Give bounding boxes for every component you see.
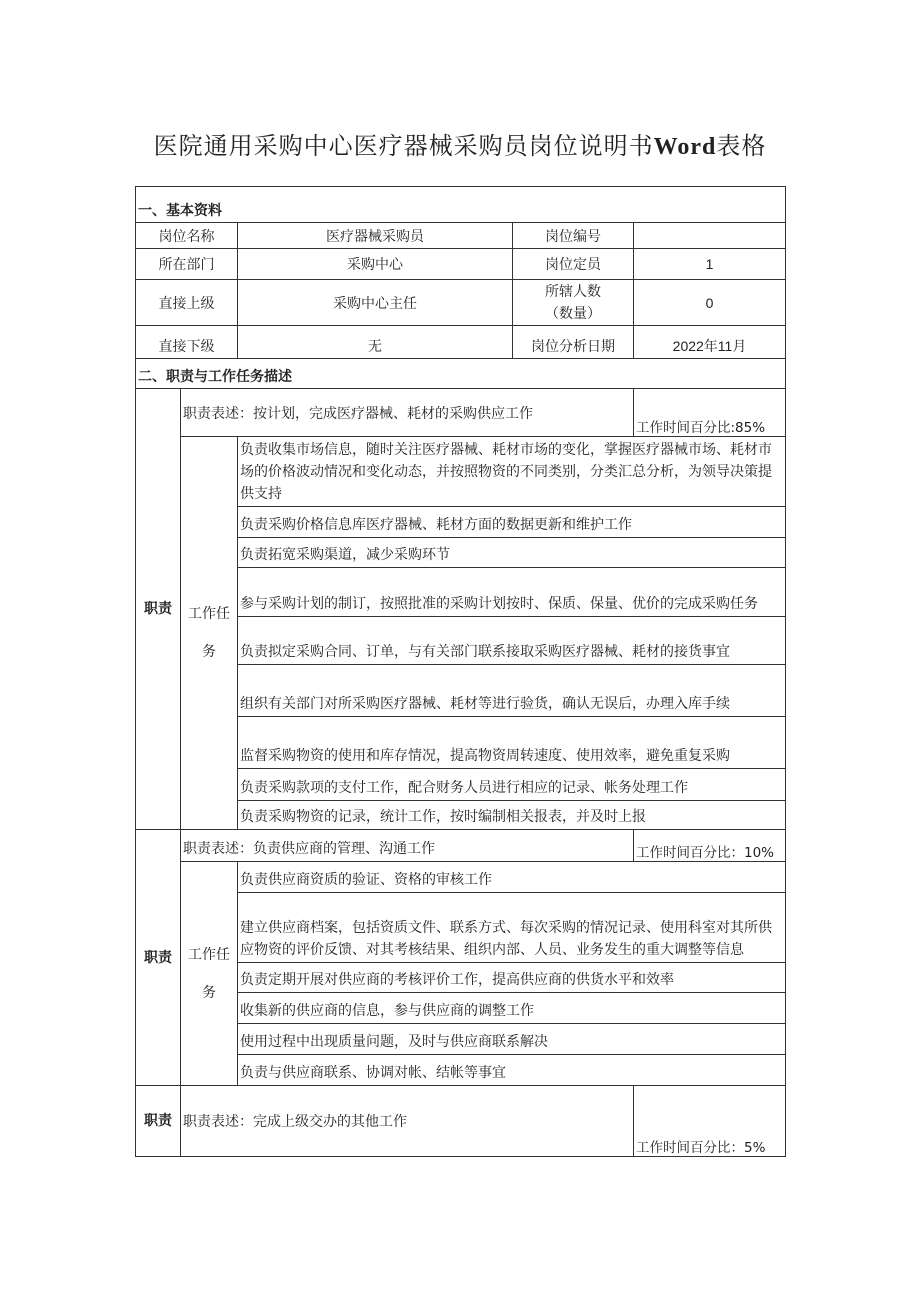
document-title: [0, 126, 920, 161]
task-row: [136, 437, 786, 507]
duty-1-task: 负责采购物资的记录，统计工作，按时编制相关报表，并及时上报: [238, 801, 786, 830]
duty-1-task: 组织有关部门对所采购医疗器械、耗材等进行验货，确认无误后，办理入库手续: [238, 665, 786, 717]
dept-label: 所在部门: [136, 249, 238, 280]
table-row: [136, 326, 786, 359]
duty-2-desc-row: [136, 830, 786, 862]
duty-3-label: 职责: [136, 1086, 181, 1157]
duty-2-percent: 工作时间百分比：10%: [634, 830, 786, 862]
duty-1-task: 负责收集市场信息，随时关注医疗器械、耗材市场的变化，掌握医疗器械市场、耗材市场的价格波动情况和变化动态，并按照物资的不同类别，分类汇总分析，为领导决策提供支持: [238, 437, 786, 507]
title-suffix: 表格: [716, 132, 767, 160]
duty-2-task: 使用过程中出现质量问题，及时与供应商联系解决: [238, 1024, 786, 1055]
duty-1-task: 参与采购计划的制订，按照批准的采购计划按时、保质、保量、优价的完成采购任务: [238, 568, 786, 617]
title-word: Word: [653, 134, 717, 160]
duty-1-task-label: 工作任务: [181, 437, 238, 830]
duty-1-percent: 工作时间百分比:85%: [634, 389, 786, 437]
subordinates-count-value: 0: [634, 280, 786, 326]
section-duties-heading: 二、职责与工作任务描述: [136, 359, 786, 389]
duty-3-percent: 工作时间百分比：5%: [634, 1086, 786, 1157]
quota-value: 1: [634, 249, 786, 280]
dept-value: 采购中心: [238, 249, 513, 280]
duty-2-desc: 职责表述：负责供应商的管理、沟通工作: [181, 830, 634, 862]
table-row: [136, 223, 786, 249]
position-name-value: 医疗器械采购员: [238, 223, 513, 249]
duty-2-task: 负责供应商资质的验证、资格的审核工作: [238, 862, 786, 893]
duty-2-label: 职责: [136, 830, 181, 1086]
analysis-date-value: 2022年11月: [634, 326, 786, 359]
duty-1-task: 监督采购物资的使用和库存情况，提高物资周转速度、使用效率，避免重复采购: [238, 717, 786, 769]
duty-2-task: 收集新的供应商的信息，参与供应商的调整工作: [238, 993, 786, 1024]
table-row: [136, 280, 786, 326]
superior-label: 直接上级: [136, 280, 238, 326]
duty-1-desc: 职责表述：按计划，完成医疗器械、耗材的采购供应工作: [181, 389, 634, 437]
duty-1-task: 负责拟定采购合同、订单，与有关部门联系接取采购医疗器械、耗材的接货事宜: [238, 617, 786, 665]
section-duties-row: [136, 359, 786, 389]
quota-label: 岗位定员: [513, 249, 634, 280]
duty-2-task-label: 工作任务: [181, 862, 238, 1086]
position-no-value: [634, 223, 786, 249]
subordinates-count-label: 所辖人数（数量）: [513, 280, 634, 326]
duty-3-desc: 职责表述：完成上级交办的其他工作: [181, 1086, 634, 1157]
duty-2-task: 负责定期开展对供应商的考核评价工作，提高供应商的供货水平和效率: [238, 963, 786, 993]
section-basic-row: [136, 187, 786, 223]
analysis-date-label: 岗位分析日期: [513, 326, 634, 359]
duty-2-task: 负责与供应商联系、协调对帐、结帐等事宜: [238, 1055, 786, 1086]
duty-1-task: 负责采购价格信息库医疗器械、耗材方面的数据更新和维护工作: [238, 507, 786, 538]
position-name-label: 岗位名称: [136, 223, 238, 249]
task-row: [136, 862, 786, 893]
duty-1-label: 职责: [136, 389, 181, 830]
table-row: [136, 249, 786, 280]
section-basic-heading: 一、基本资料: [136, 187, 786, 223]
subordinate-label: 直接下级: [136, 326, 238, 359]
position-no-label: 岗位编号: [513, 223, 634, 249]
job-description-table: [135, 186, 786, 1157]
duty-2-task: 建立供应商档案，包括资质文件、联系方式、每次采购的情况记录、使用科室对其所供应物资的评价反馈、对其考核结果、组织内部、人员、业务发生的重大调整等信息: [238, 893, 786, 963]
duty-1-task: 负责采购款项的支付工作，配合财务人员进行相应的记录、帐务处理工作: [238, 769, 786, 801]
duty-3-row: [136, 1086, 786, 1157]
superior-value: 采购中心主任: [238, 280, 513, 326]
duty-1-desc-row: [136, 389, 786, 437]
duty-1-task: 负责拓宽采购渠道，减少采购环节: [238, 538, 786, 568]
title-main: 医院通用采购中心医疗器械采购员岗位说明书: [153, 132, 654, 160]
subordinate-value: 无: [238, 326, 513, 359]
